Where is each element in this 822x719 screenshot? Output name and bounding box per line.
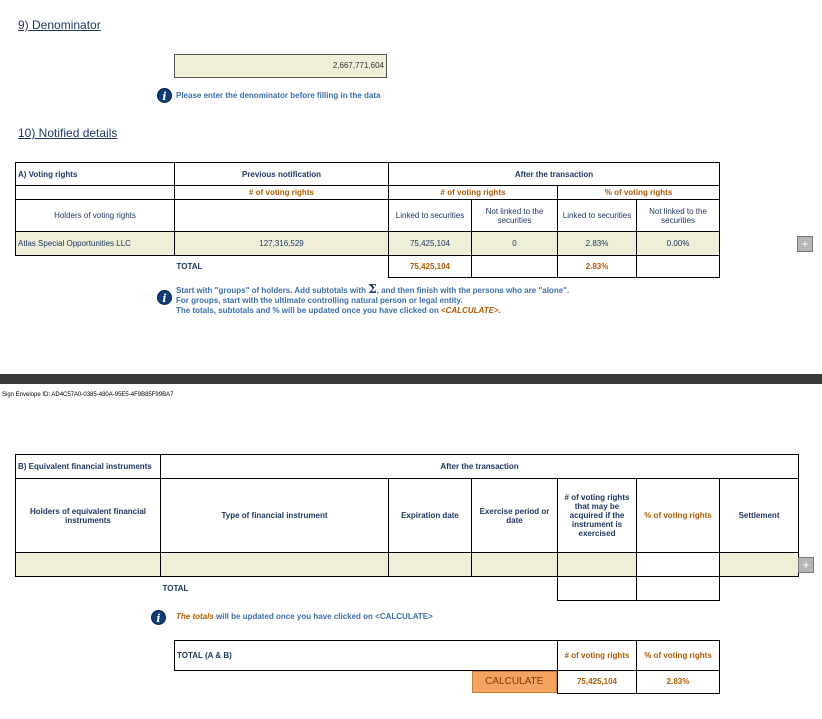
prev-num-voting-rights-header: # of voting rights (175, 186, 389, 200)
expiration-input-cell[interactable] (389, 553, 472, 577)
linked-value-cell[interactable]: 75,425,104 (389, 232, 472, 256)
calculate-cell (472, 671, 558, 694)
pct-linked-value-cell: 2.83% (558, 232, 637, 256)
calculate-button[interactable]: CALCULATE (472, 671, 558, 693)
total-ab-num-header: # of voting rights (558, 641, 637, 671)
after-transaction-header: After the transaction (389, 163, 720, 186)
page-break-bar (0, 374, 822, 384)
pct-rights-header: % of voting rights (637, 479, 720, 553)
num-rights-header: # of voting rights that may be acquired if the instrument is exercised (558, 479, 637, 553)
voting-rights-table (15, 162, 720, 278)
total-ab-num-value: 75,425,104 (558, 671, 637, 694)
holder-input-cell[interactable] (16, 553, 161, 577)
voting-info-text: Start with "groups" of holders. Add subtotals with Σ, and then finish with the persons who are "alone". For groups, start with the ultimate controlling natural person or legal entity. The totals, subtotals and % will be updated once you have clicked on <CALCULATE>. (176, 282, 570, 315)
total-ab-pct-value: 2.83% (637, 671, 720, 694)
section-9-title: 9) Denominator (18, 18, 101, 32)
total-pct-rights-cell (637, 577, 720, 601)
not-linked-value-cell[interactable]: 0 (472, 232, 558, 256)
section-10-title: 10) Notified details (18, 126, 118, 140)
info-icon: i (157, 88, 172, 103)
pct-rights-cell (637, 553, 720, 577)
num-rights-input-cell[interactable] (558, 553, 637, 577)
blank-cell (16, 186, 175, 200)
total-num-rights-cell (558, 577, 637, 601)
after-transaction-header: After the transaction (161, 455, 799, 479)
blank-cell (16, 256, 175, 278)
expiration-header: Expiration date (389, 479, 472, 553)
settlement-header: Settlement (720, 479, 799, 553)
not-linked-header: Not linked to the securities (472, 200, 558, 232)
equivalent-instruments-table (15, 454, 799, 601)
blank-cell (389, 577, 472, 601)
totals-info-text: The totals will be updated once you have clicked on <CALCULATE> (176, 612, 433, 621)
info-icon: i (151, 610, 166, 625)
type-header: Type of financial instrument (161, 479, 389, 553)
blank-cell (175, 200, 389, 232)
holder-name-cell[interactable]: Atlas Special Opportunities LLC (16, 232, 175, 256)
exercise-input-cell[interactable] (472, 553, 558, 577)
type-input-cell[interactable] (161, 553, 389, 577)
blank-cell (720, 577, 799, 601)
total-ab-pct-header: % of voting rights (637, 641, 720, 671)
total-label: TOTAL (162, 584, 189, 594)
denominator-info-text: Please enter the denominator before filling in the data (176, 91, 381, 100)
previous-value-cell[interactable]: 127,316,529 (175, 232, 389, 256)
pct-linked-header: Linked to securities (558, 200, 637, 232)
after-pct-voting-rights-header: % of voting rights (558, 186, 720, 200)
equivalent-title: B) Equivalent financial instruments (16, 455, 161, 479)
add-row-button-b[interactable]: + (798, 557, 814, 573)
info-icon: i (157, 290, 172, 305)
envelope-id: Sign Envelope ID: AD4C57A0-0385-480A-95E5-4F9B85F99BA7 (2, 392, 174, 398)
blank-cell (16, 577, 161, 601)
pct-not-linked-value-cell: 0.00% (637, 232, 720, 256)
totals-ab-table (174, 640, 720, 694)
total-linked-value: 75,425,104 (389, 256, 472, 278)
blank-cell (637, 256, 720, 278)
previous-notification-header: Previous notification (175, 163, 389, 186)
denominator-input[interactable]: 2,667,771,604 (174, 54, 387, 78)
exercise-header: Exercise period or date (472, 479, 558, 553)
blank-cell (472, 256, 558, 278)
blank-cell (472, 577, 558, 601)
total-pct-value: 2.83% (558, 256, 637, 278)
after-num-voting-rights-header: # of voting rights (389, 186, 558, 200)
pct-not-linked-header: Not linked to the securities (637, 200, 720, 232)
blank-cell (175, 671, 472, 694)
total-label: TOTAL (175, 256, 389, 278)
holders-equivalent-header: Holders of equivalent financial instruments (16, 479, 161, 553)
total-ab-label: TOTAL (A & B) (175, 641, 558, 671)
settlement-input-cell[interactable] (720, 553, 799, 577)
add-row-button-a[interactable]: + (797, 236, 813, 252)
holders-header: Holders of voting rights (16, 200, 175, 232)
sigma-icon: Σ (368, 282, 377, 296)
linked-header: Linked to securities (389, 200, 472, 232)
voting-rights-title: A) Voting rights (16, 163, 175, 186)
